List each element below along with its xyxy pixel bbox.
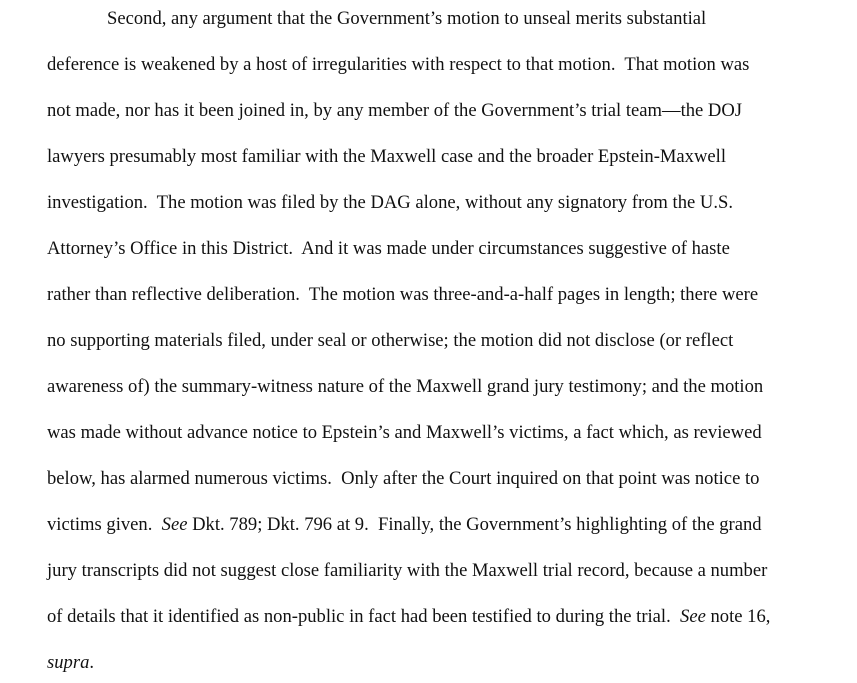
line-segment: note 16, (705, 606, 771, 627)
paragraph-line-7 (47, 284, 758, 306)
paragraph-line-3 (47, 100, 742, 122)
line-segment: not made, nor has it been joined in, by any member of the Government’s trial team—the DOJ (47, 100, 743, 121)
citation-signal: supra (47, 652, 90, 673)
paragraph-line-10 (47, 422, 762, 444)
paragraph-line-1 (107, 8, 706, 30)
line-segment: rather than reflective deliberation. The motion was three-and-a-half pages in length; there were (47, 284, 759, 305)
line-segment: was made without advance notice to Epstein’s and Maxwell’s victims, a fact which, as reviewed (47, 422, 762, 443)
line-segment: awareness of) the summary-witness nature of the Maxwell grand jury testimony; and the motion (47, 376, 764, 397)
paragraph-line-15 (47, 652, 94, 674)
line-segment: investigation. The motion was filed by the DAG alone, without any signatory from the U.S. (47, 192, 733, 213)
line-segment: deference is weakened by a host of irregularities with respect to that motion. That motion was (47, 54, 750, 75)
line-segment: lawyers presumably most familiar with the Maxwell case and the broader Epstein-Maxwell (47, 146, 726, 167)
paragraph-line-2 (47, 54, 749, 76)
line-segment: jury transcripts did not suggest close familiarity with the Maxwell trial record, because a number (47, 560, 768, 581)
paragraph-line-14 (47, 606, 770, 628)
line-segment: . (89, 652, 95, 673)
line-segment: below, has alarmed numerous victims. Only after the Court inquired on that point was notice to (47, 468, 760, 489)
line-segment: of details that it identified as non-public in fact had been testified to during the trial. (47, 606, 681, 627)
paragraph-line-9 (47, 376, 763, 398)
paragraph-line-4 (47, 146, 726, 168)
line-segment: Dkt. 789; Dkt. 796 at 9. Finally, the Government’s highlighting of the grand (187, 514, 762, 535)
line-segment: no supporting materials filed, under seal or otherwise; the motion did not disclose (or reflect (47, 330, 734, 351)
paragraph-line-13 (47, 560, 767, 582)
line-segment: victims given. (47, 514, 162, 535)
paragraph-line-8 (47, 330, 733, 352)
citation-signal: See (161, 514, 188, 535)
paragraph-line-12 (47, 514, 762, 536)
paragraph-line-6 (47, 238, 730, 260)
paragraph-line-5 (47, 192, 733, 214)
paragraph-line-11 (47, 468, 759, 490)
line-segment: Attorney’s Office in this District. And it was made under circumstances suggestive of haste (47, 238, 730, 259)
line-segment: Second, any argument that the Government’s motion to unseal merits substantial (107, 8, 707, 29)
citation-signal: See (680, 606, 706, 627)
